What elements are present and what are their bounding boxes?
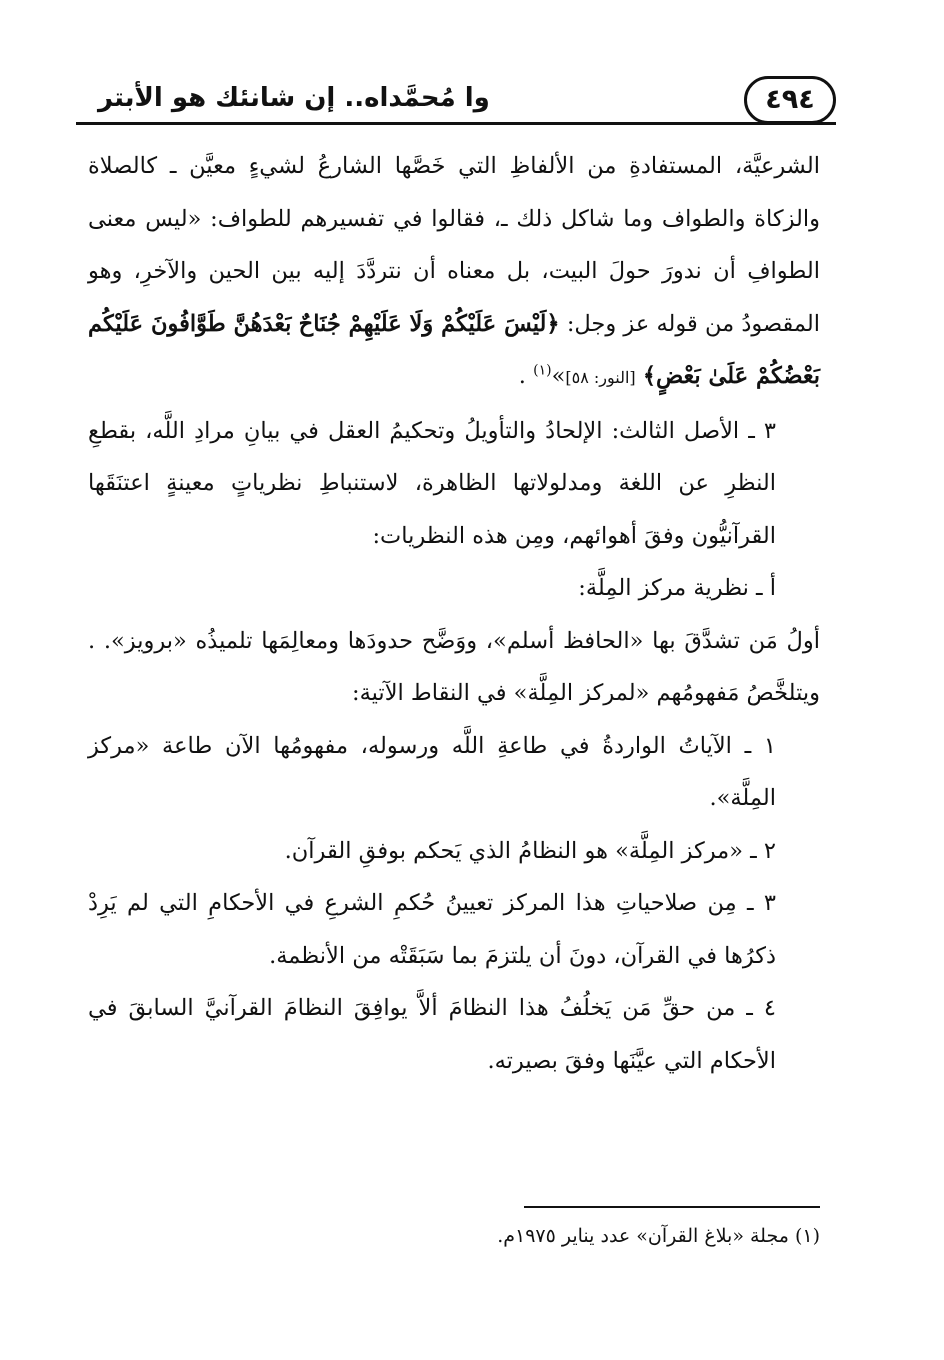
list-item-1: ١ ـ الآياتُ الواردةُ في طاعةِ اللَّه ورسوله، مفهومُها الآن طاعة «مركز المِلَّة». [88,732,776,811]
footnote: (١) مجلة «بلاغ القرآن» عدد يناير ١٩٧٥م. [497,1225,820,1247]
header-rule [76,122,836,125]
paragraph-1-end: . [518,363,526,389]
footnote-marker: (١) [533,362,552,379]
paragraph-3: أولُ مَن تشدَّقَ بها «الحافظ أسلم»، ووَضَّح حدودَها ومعالِمَها تلميذُه «برويز». . ويتلخَّصُ مَفهومُهم «لمركز المِلَّة» في النقاط الآتية: [88,627,820,706]
footnote-rule [524,1206,820,1208]
list-item-4: ٤ ـ من حقِّ مَن يَخلُفُ هذا النظامَ ألاَّ يوافِقَ النظامَ القرآنيَّ السابقَ في الأحكام التي عيَّنَها وفقَ بصيرته. [88,995,776,1074]
list-item-2: ٢ ـ «مركز المِلَّة» هو النظامُ الذي يَحكم بوفقِ القرآن. [284,837,776,864]
quote-close: » [551,363,566,389]
heading-a: أ ـ نظرية مركز المِلَّة: [578,575,776,601]
quran-verse-part-2: بَعْدَهُنَّ طَوَّافُونَ عَلَيْكُم بَعْضُكُمْ عَلَىٰ بَعْضٍ﴾ [88,310,820,389]
quran-citation: [النور: ٥٨] [565,368,636,387]
paragraph-1-line-1: الشرعيَّة، المستفادةِ من الألفاظِ التي خَصَّها الشارعُ لشيءٍ معيَّن ـ كالصلاة [88,153,820,179]
paragraph-1-line-3: معنى الطوافِ أن ندورَ حولَ البيت، بل معناه أن نتردَّدَ إليه بين الحين [88,205,820,284]
paragraph-2: ٣ ـ الأصل الثالث: الإلحادُ والتأويلُ وتحكيمُ العقل في بيانِ مرادِ اللَّه، بقطعِ النظرِ عن اللغة ومدلولاتها الظاهرة، لاستنباطِ نظرياتٍ معينةٍ اعتنَقَها القرآنيُّون وفقَ أهوائهم، ومِن هذه النظريات: [88,417,776,549]
main-text [88,140,820,1087]
page-number: ٤٩٤ [744,76,836,124]
list-item-3: ٣ ـ مِن صلاحياتِ هذا المركز تعيينُ حُكمِ الشرعِ في الأحكامِ التي لم يَرِدْ ذكرُها في القرآن، دونَ أن يلتزمَ بما سَبَقَتْه من الأنظمة. [88,890,776,969]
running-title: وا مُحمَّداه.. إن شانئك هو الأبتر [98,83,490,113]
paragraph-1 [88,140,820,405]
quran-verse-part-1: ﴿لَيْسَ عَلَيْكُمْ وَلَا عَلَيْهِمْ جُنَاحٌ [298,310,560,337]
paragraph-1-line-4: والآخرِ، وهو المقصودُ من قوله عز وجل: [88,258,821,337]
paragraph-1-line-2: والزكاة والطواف وما شاكل ذلك ـ، فقالوا في تفسيرهم للطواف: «ليس [145,205,821,232]
page-header [76,68,836,128]
